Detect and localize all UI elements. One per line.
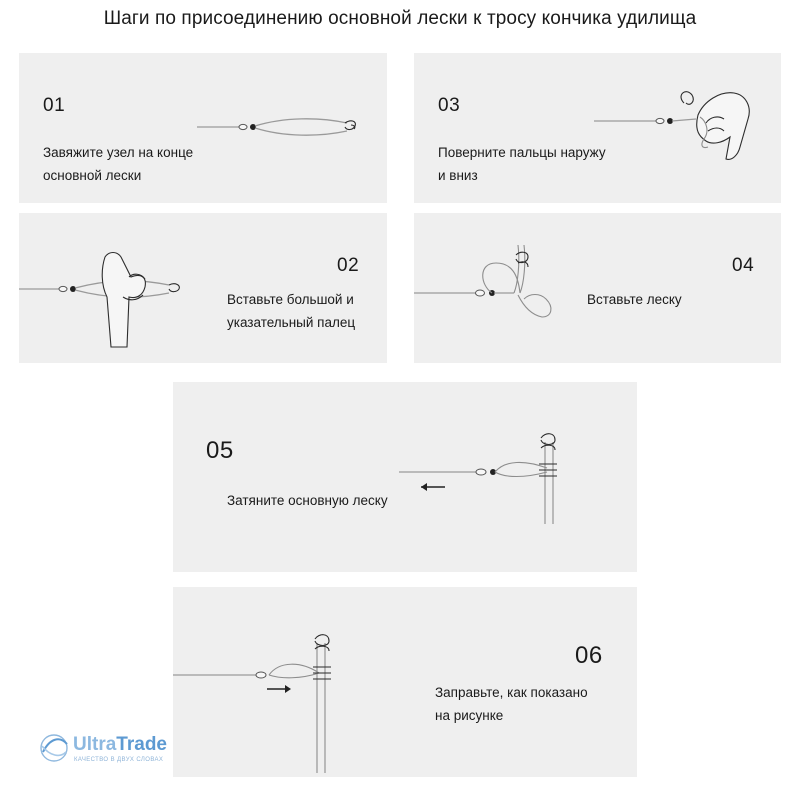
logo-name-part1: Ultra bbox=[73, 734, 117, 755]
caption-line: Заправьте, как показано bbox=[435, 685, 588, 700]
step-number: 05 bbox=[206, 437, 234, 464]
step-number: 04 bbox=[732, 255, 755, 276]
step-card-03 bbox=[414, 53, 781, 203]
step-number: 03 bbox=[438, 95, 461, 116]
caption-line: Вставьте леску bbox=[587, 292, 682, 307]
fingers-insert-illustration bbox=[19, 213, 387, 363]
step-card-04 bbox=[414, 213, 781, 363]
caption-line: на рисунке bbox=[435, 708, 504, 723]
page-title: Шаги по присоединению основной лески к тросу кончика удилища bbox=[103, 8, 697, 29]
caption-line: Затяните основную леску bbox=[227, 493, 388, 508]
step-number: 06 bbox=[575, 642, 603, 669]
caption-line: указательный палец bbox=[227, 315, 356, 330]
caption-line: Вставьте большой и bbox=[227, 292, 354, 307]
step-card-02 bbox=[19, 213, 387, 363]
logo-tagline: КАЧЕСТВО В ДВУХ СЛОВАХ bbox=[74, 757, 164, 763]
insert-line-illustration bbox=[414, 213, 781, 363]
caption-line: Поверните пальцы наружу bbox=[438, 145, 606, 160]
globe-icon bbox=[38, 732, 70, 764]
step-number: 01 bbox=[43, 95, 66, 116]
step-card-05 bbox=[173, 382, 637, 572]
knot-illustration bbox=[19, 53, 387, 203]
caption-line: и вниз bbox=[438, 168, 478, 183]
ultratrade-logo bbox=[38, 732, 188, 772]
knot-dot bbox=[250, 124, 256, 130]
logo-name-part2: Trade bbox=[116, 734, 167, 755]
caption-line: Завяжите узел на конце bbox=[43, 145, 194, 160]
step-card-06 bbox=[173, 587, 637, 777]
step-number: 02 bbox=[337, 255, 360, 276]
finish-illustration bbox=[173, 587, 637, 777]
bead bbox=[239, 124, 247, 129]
caption-line: основной лески bbox=[43, 168, 142, 183]
tighten-illustration bbox=[173, 382, 637, 572]
hand-twist-illustration bbox=[414, 53, 781, 203]
step-card-01 bbox=[19, 53, 387, 203]
